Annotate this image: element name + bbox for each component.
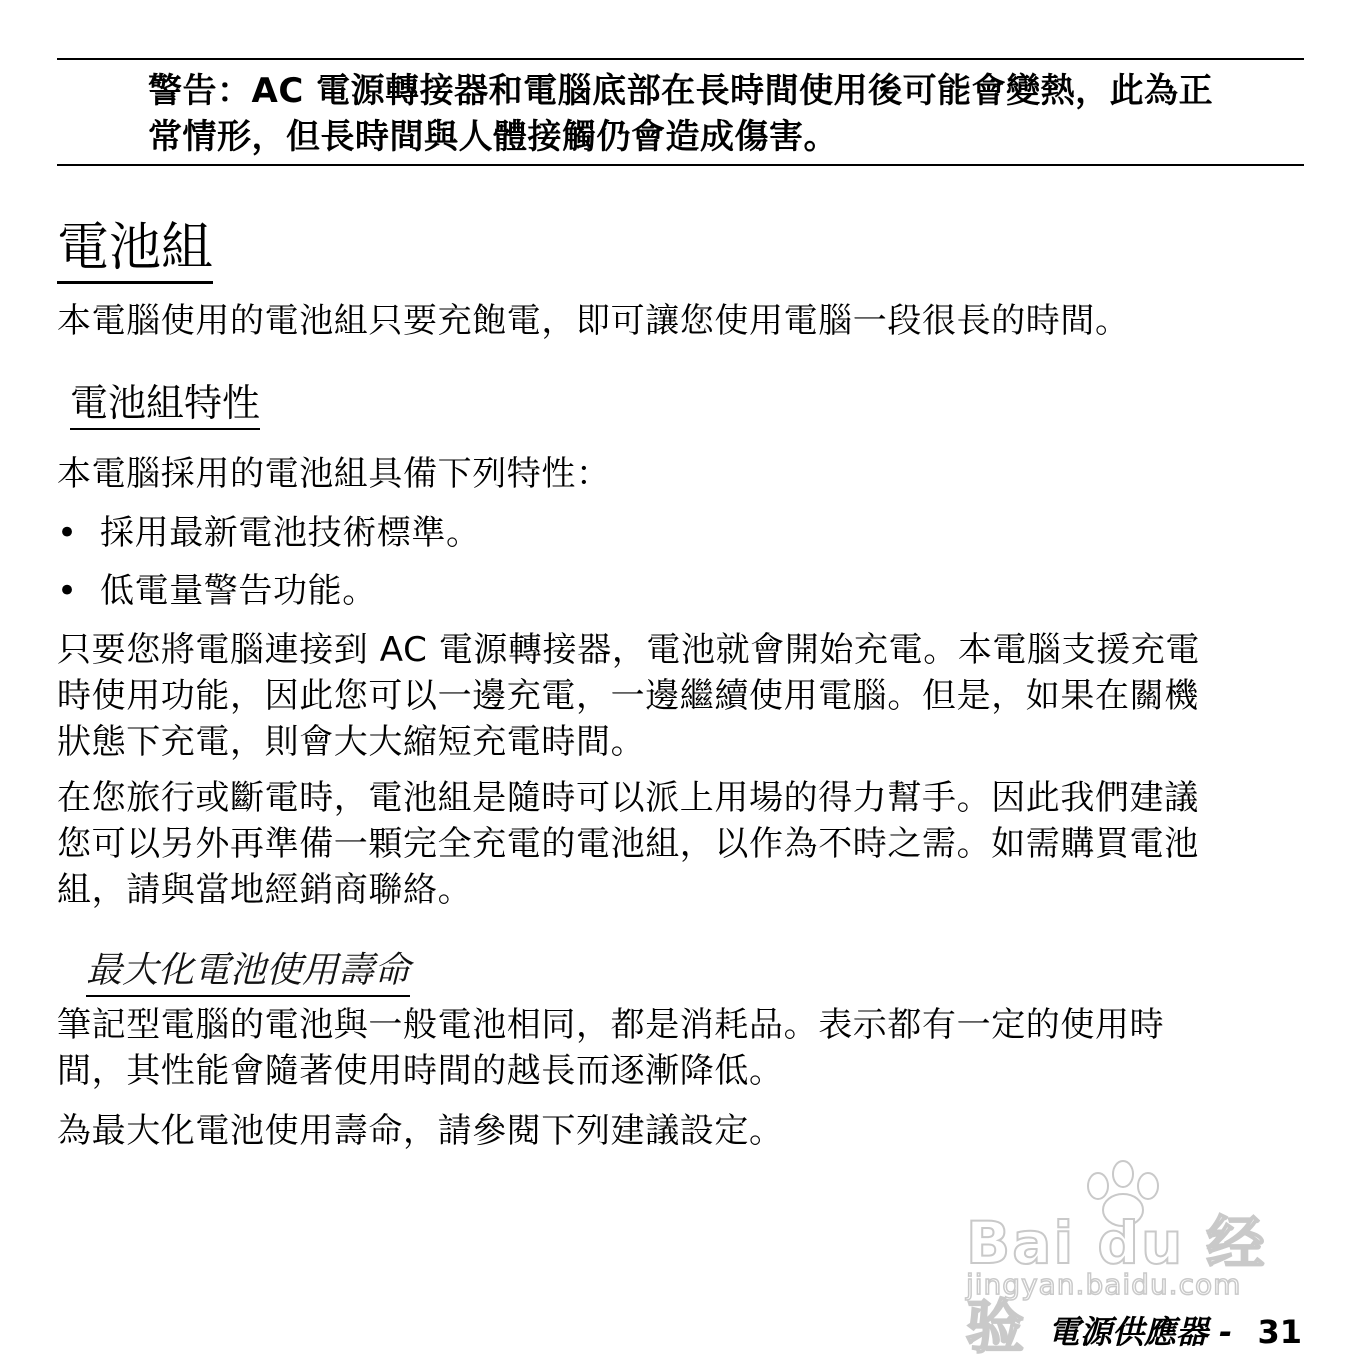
lifespan-paragraph xyxy=(57,1002,1307,1094)
lifespan-line-2: 間，其性能會隨著使用時間的越長而逐漸降低。 xyxy=(57,1051,784,1091)
bullet-symbol: • xyxy=(57,571,78,611)
footer-section: 電源供應器 xyxy=(1047,1313,1208,1351)
warning-note xyxy=(148,68,1308,160)
lifespan-line-1: 筆記型電腦的電池與一般電池相同，都是消耗品。表示都有一定的使用時 xyxy=(57,1005,1165,1045)
charging-paragraph xyxy=(57,627,1307,765)
travel-paragraph xyxy=(57,775,1307,913)
bullet-symbol: • xyxy=(57,513,78,553)
footer-separator: - xyxy=(1219,1313,1233,1351)
bottom-rule xyxy=(57,164,1304,166)
page-number: 31 xyxy=(1257,1313,1302,1351)
watermark-brand: Bai du 经验 xyxy=(966,1209,1267,1361)
watermark-url: jingyan.baidu.com xyxy=(966,1268,1242,1301)
travel-line-2: 您可以另外再準備一顆完全充電的電池組，以作為不時之需。如需購買電池 xyxy=(57,824,1199,864)
charging-line-2: 時使用功能，因此您可以一邊充電，一邊繼續使用電腦。但是，如果在關機 xyxy=(57,676,1199,716)
features-title: 電池組特性 xyxy=(70,378,260,430)
features-intro: 本電腦採用的電池組具備下列特性： xyxy=(57,454,611,494)
page-footer xyxy=(1048,1310,1302,1354)
charging-line-3: 狀態下充電，則會大大縮短充電時間。 xyxy=(57,722,646,762)
travel-line-3: 組，請與當地經銷商聯絡。 xyxy=(57,870,473,910)
top-rule xyxy=(57,58,1304,60)
bullet-item: 採用最新電池技術標準。 xyxy=(100,513,481,553)
section-title: 電池組 xyxy=(57,215,213,284)
charging-line-1: 只要您將電腦連接到 AC 電源轉接器，電池就會開始充電。本電腦支援充電 xyxy=(57,630,1201,670)
warning-line-2: 常情形，但長時間與人體接觸仍會造成傷害。 xyxy=(148,117,838,157)
travel-line-1: 在您旅行或斷電時，電池組是隨時可以派上用場的得力幫手。因此我們建議 xyxy=(57,778,1199,818)
lifespan-recommendation: 為最大化電池使用壽命，請參閱下列建議設定。 xyxy=(57,1111,784,1151)
warning-line-1: 警告：AC 電源轉接器和電腦底部在長時間使用後可能會變熱，此為正 xyxy=(148,71,1214,111)
lifespan-title: 最大化電池使用壽命 xyxy=(86,947,410,997)
section-intro: 本電腦使用的電池組只要充飽電，即可讓您使用電腦一段很長的時間。 xyxy=(57,301,1130,341)
bullet-item: 低電量警告功能。 xyxy=(100,571,377,611)
